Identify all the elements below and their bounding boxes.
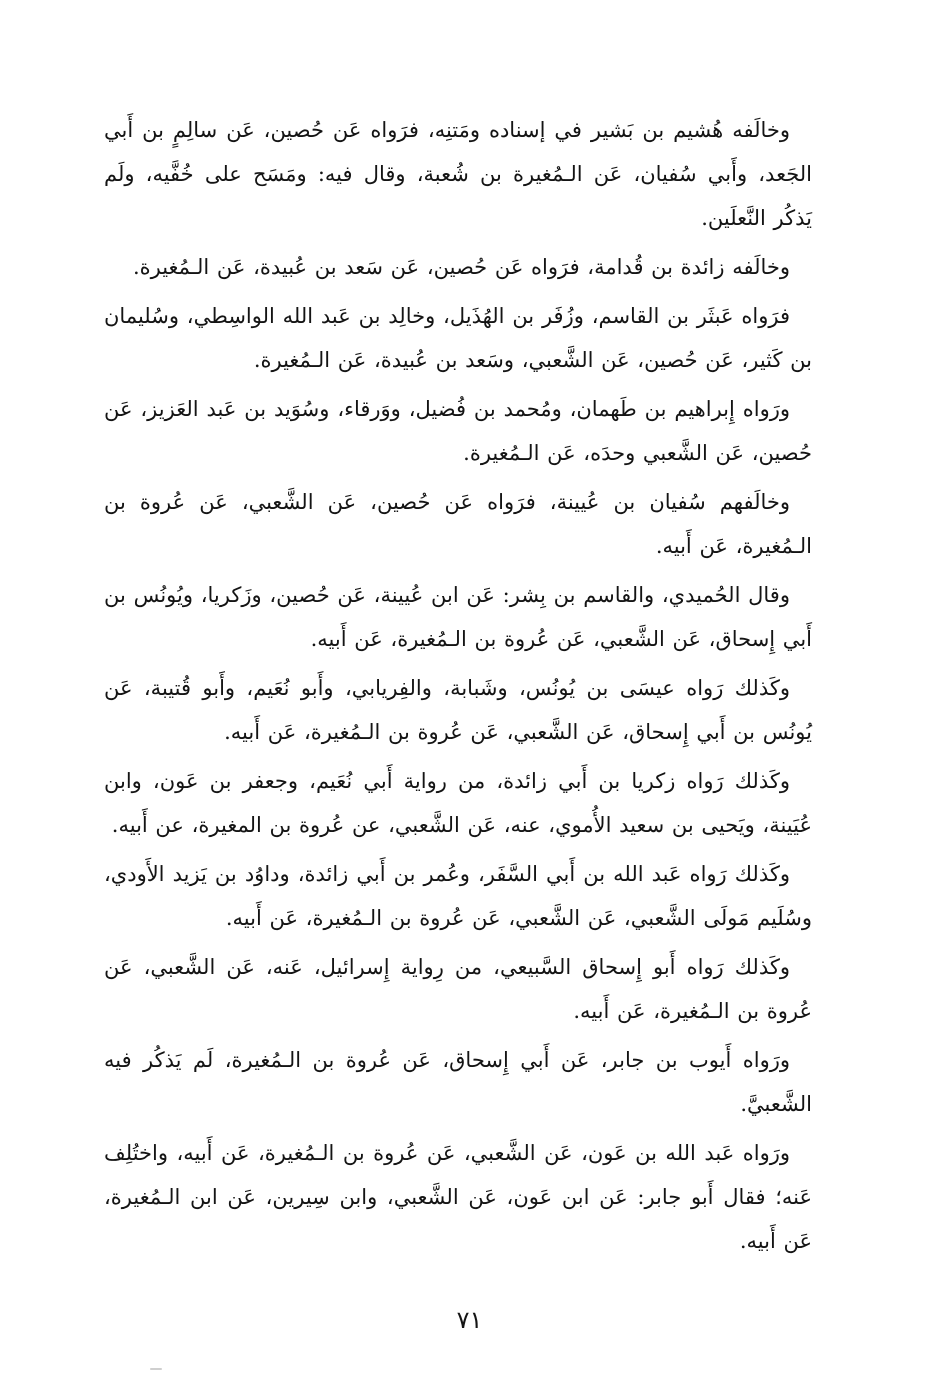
paragraph-12: ورَواه عَبد الله بن عَون، عَن الشَّعبي، عَن عُروة بن الـمُغيرة، عَن أَبيه، واختُلِف عَنه؛ فقال أَبو جابر: عَن ابن عَون، عَن الشَّعبي، وابن سِيرين، عَن ابن الـمُغيرة، عَن أَبيه.: [104, 1141, 812, 1253]
paragraph-4: ورَواه إِبراهيم بن طَهمان، ومُحمد بن فُضيل، ووَرقاء، وسُوَيد بن عَبد العَزيز، عَن حُصين، عَن الشَّعبي وحدَه، عَن الـمُغيرة.: [104, 397, 812, 465]
page-body: [104, 108, 812, 1268]
paragraph-7: وكَذلك رَواه عيسَى بن يُونُس، وشَبابة، والفِريابي، وأَبو نُعَيم، وأَبو قُتيبة، عَن يُونُس بن أَبي إِسحاق، عَن الشَّعبي، عَن عُروة بن الـمُغيرة، عَن أَبيه.: [104, 676, 812, 744]
paragraph-9: وكَذلك رَواه عَبد الله بن أَبي السَّفَر، وعُمر بن أَبي زائدة، وداوُد بن يَزيد الأَودي، وسُلَيم مَولَى الشَّعبي، عَن الشَّعبي، عَن عُروة بن الـمُغيرة، عَن أَبيه.: [104, 862, 812, 930]
paragraph-8: وكَذلك رَواه زكريا بن أَبي زائدة، من رواية أَبي نُعَيم، وجعفر بن عَون، وابن عُيَينة، ويَحيى بن سعيد الأُموي، عنه، عَن الشَّعبي، عن عُروة بن المغيرة، عن أَبيه.: [104, 769, 812, 837]
paragraph-6: وقال الحُميدي، والقاسم بن بِشر: عَن ابن عُيينة، عَن حُصين، وزَكريا، ويُونُس بن أَبي إِسحاق، عَن الشَّعبي، عَن عُروة بن الـمُغيرة، عَن أَبيه.: [104, 583, 812, 651]
paragraph-11: ورَواه أَيوب بن جابر، عَن أَبي إِسحاق، عَن عُروة بن الـمُغيرة، لَم يَذكُر فيه الشَّعبيَّ.: [104, 1048, 812, 1116]
paragraph-2: وخالَفه زائدة بن قُدامة، فرَواه عَن حُصين، عَن سَعد بن عُبيدة، عَن الـمُغيرة.: [132, 255, 790, 279]
paragraph-5: وخالَفهم سُفيان بن عُيينة، فرَواه عَن حُصين، عَن الشَّعبي، عَن عُروة بن الـمُغيرة، عَن أَبيه.: [104, 490, 812, 558]
paragraph-10: وكَذلك رَواه أَبو إِسحاق السَّبيعي، من رِواية إِسرائيل، عَنه، عَن الشَّعبي، عَن عُروة بن الـمُغيرة، عَن أَبيه.: [104, 955, 812, 1023]
paragraph-1: وخالَفه هُشيم بن بَشير في إسناده ومَتنِه، فرَواه عَن حُصين، عَن سالِمٍ بن أَبي الجَعد، وأَبي سُفيان، عَن الـمُغيرة بن شُعبة، وقال فيه: ومَسَح على خُفَّيه، ولَم يَذكُر النَّعلَين.: [104, 118, 812, 230]
scan-mark: [150, 1368, 162, 1370]
page-number: ٧١: [456, 1306, 483, 1334]
paragraph-3: فرَواه عَبثَر بن القاسم، وزُفَر بن الهُذَيل، وخالِد بن عَبد الله الواسِطي، وسُليمان بن كَثير، عَن حُصين، عَن الشَّعبي، وسَعد بن عُبيدة، عَن الـمُغيرة.: [104, 304, 812, 372]
